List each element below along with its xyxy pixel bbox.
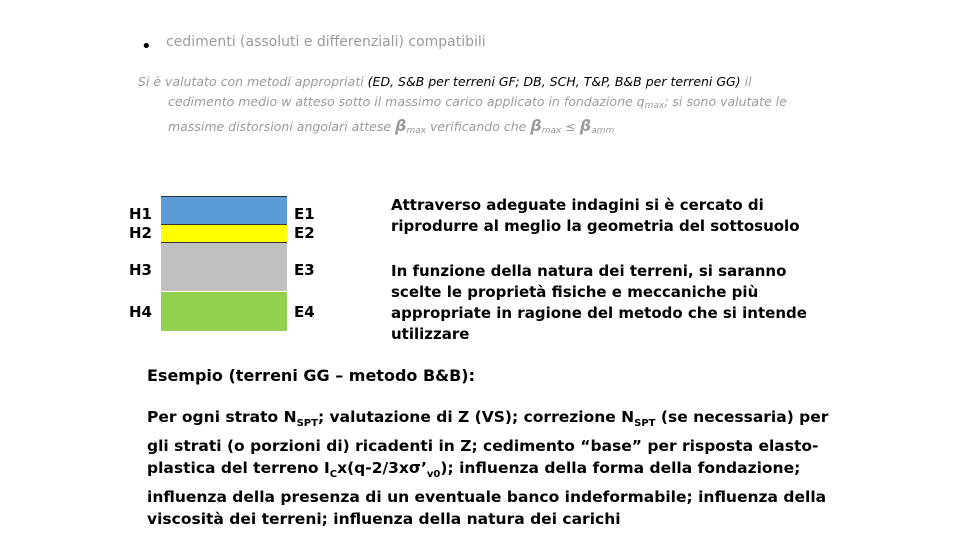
soil-layer-2 xyxy=(161,224,287,243)
example-title: Esempio (terreni GG – metodo B&B): xyxy=(147,366,476,385)
layer-label-h3: H3 xyxy=(129,261,152,279)
bullet-text: cedimenti (assoluti e differenziali) compatibili xyxy=(166,34,486,50)
layer-label-h1: H1 xyxy=(129,205,152,223)
soil-layer-1 xyxy=(161,196,287,224)
methods-list: (ED, S&B per terreni GF; DB, SCH, T&P, B&B per terreni GG) xyxy=(367,74,741,89)
intro-text-3: il xyxy=(740,74,752,89)
example-body: Per ogni strato $N_{SPT}$; valutazione di Z (VS); correzione $N_{SPT}$ (se necessaria) per gli strati (o porzioni di) ricadenti in Z; cedimento “base” per risposta elasto-plastica del terreno $I_Cx(q-2/3x\sigma’_{v0})$; influenza della forma della fondazione; influenza della presenza di un eventuale banco indeformabile; influenza della viscosità dei terreni; influenza della natura dei carichi xyxy=(147,408,829,529)
layer-label-e4: E4 xyxy=(294,303,315,321)
beta-symbol: β xyxy=(395,116,407,135)
layer-label-h4: H4 xyxy=(129,303,152,321)
soil-layer-4 xyxy=(161,292,287,331)
layer-label-e2: E2 xyxy=(294,224,315,242)
bullet-point: • xyxy=(141,36,152,57)
soil-layer-3 xyxy=(161,243,287,291)
layer-label-e3: E3 xyxy=(294,261,315,279)
beta-symbol: β xyxy=(579,116,592,135)
intro-line-2: cedimento medio w atteso sotto il massimo carico applicato in fondazione $q_{max}$; si sono valutate le xyxy=(168,94,787,111)
intro-paragraph xyxy=(138,72,838,141)
intro-line-3: massime distorsioni angolari attese $\beta_{max}$ verificando che $\beta_{max} \le \beta_{amm}$ xyxy=(168,116,615,136)
layer-label-e1: E1 xyxy=(294,205,315,223)
intro-text-1: Si è valutato con metodi appropriati xyxy=(138,74,368,89)
properties-note: In funzione della natura dei terreni, si saranno scelte le proprietà fisiche e meccaniche più appropriate in ragione del metodo che si intende utilizzare xyxy=(391,262,807,343)
beta-symbol: β xyxy=(530,116,542,135)
geometry-note: Attraverso adeguate indagini si è cercato di riprodurre al meglio la geometria del sottosuolo xyxy=(391,196,800,235)
layer-label-h2: H2 xyxy=(129,224,152,242)
